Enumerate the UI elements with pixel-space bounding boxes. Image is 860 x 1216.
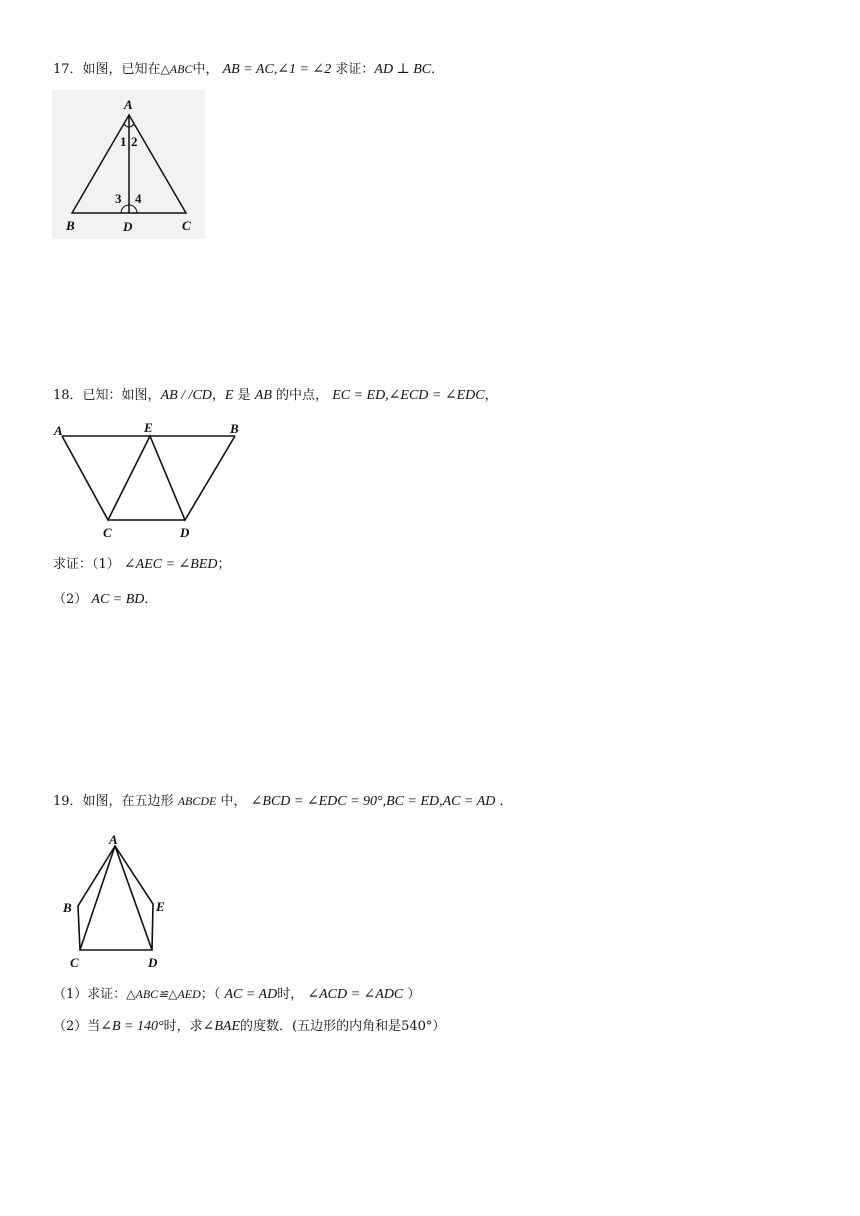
condition-expression: ∠BCD = ∠EDC = 90°,BC = ED,AC = AD xyxy=(250,794,496,809)
parallel-expression: AB / /CD xyxy=(160,388,212,403)
angle-label-3: 3 xyxy=(115,191,122,206)
angle-label-4: 4 xyxy=(135,191,142,206)
statement-text: 是 xyxy=(237,388,251,403)
problem-19-part-2 xyxy=(53,1018,445,1036)
angle-condition: ∠B = 140° xyxy=(100,1019,164,1034)
vertex-label-d: D xyxy=(148,955,158,970)
angle-label-1: 1 xyxy=(120,134,127,149)
separator: ， xyxy=(211,388,225,403)
segment-ad xyxy=(115,846,152,950)
vertex-label-a: A xyxy=(124,97,133,112)
figure-17-triangle xyxy=(52,90,205,239)
goal-end: ； xyxy=(217,557,231,572)
pentagon-name: ABCDE xyxy=(177,794,217,808)
separator: ， xyxy=(484,388,498,403)
problem-19-part-1 xyxy=(53,985,420,1004)
congruence-expression: △ABC≌△AED xyxy=(126,987,201,1001)
vertex-label-e: E xyxy=(144,420,153,435)
point-e: E xyxy=(224,388,234,403)
hint-condition: AC = AD xyxy=(224,987,278,1002)
figure-19-pentagon xyxy=(55,832,180,972)
problem-18-goal-1 xyxy=(53,556,231,574)
vertex-label-b: B xyxy=(63,900,72,915)
statement-text: 时，求 xyxy=(163,1019,203,1034)
segment-ab: AB xyxy=(254,388,272,403)
target-angle: ∠BAE xyxy=(202,1019,241,1034)
hint-conclusion: ∠ACD = ∠ADC xyxy=(307,987,404,1002)
goal-end: ． xyxy=(144,592,158,607)
hint-text: 时， xyxy=(277,987,304,1002)
vertex-label-c: C xyxy=(182,218,191,233)
statement-text: 如图，已知在 xyxy=(82,62,161,77)
part-label: （2）当 xyxy=(53,1019,101,1034)
hint-close: ） xyxy=(407,987,421,1002)
vertex-label-c: C xyxy=(70,955,79,970)
statement-text: 如图，在五边形 xyxy=(82,794,174,809)
statement-text: 的中点， xyxy=(276,388,329,403)
hint-open: ；（ xyxy=(200,987,221,1002)
vertex-label-d: D xyxy=(123,219,133,234)
segment-ac xyxy=(80,846,115,950)
statement-end: ． xyxy=(431,62,445,77)
statement-text: 已知：如图， xyxy=(82,388,161,403)
vertex-label-a: A xyxy=(54,423,63,438)
condition-expression: EC = ED,∠ECD = ∠EDC xyxy=(332,388,485,403)
vertex-label-e: E xyxy=(156,899,165,914)
problem-18-statement xyxy=(53,387,498,405)
statement-end: 的度数．(五边形的内角和是540°） xyxy=(240,1019,446,1034)
angle-label-2: 2 xyxy=(131,134,138,149)
prove-label: 求证：（1） xyxy=(53,557,120,572)
vertex-label-c: C xyxy=(103,525,112,540)
problem-number: 18． xyxy=(53,388,83,403)
vertex-label-b: B xyxy=(230,421,239,436)
vertex-label-b: B xyxy=(66,218,75,233)
part-label: （1）求证： xyxy=(53,987,127,1002)
goal-expression: ∠AEC = ∠BED xyxy=(123,557,218,572)
problem-19-statement xyxy=(53,792,513,811)
problem-18-goal-2 xyxy=(53,591,157,609)
pentagon-abcde xyxy=(78,846,153,950)
triangle-symbol: △ABC xyxy=(160,62,193,76)
statement-text: 中， xyxy=(192,62,219,77)
goal-expression: AC = BD xyxy=(91,592,145,607)
vertex-label-a: A xyxy=(109,832,118,847)
statement-text: 中， xyxy=(220,794,247,809)
vertex-label-d: D xyxy=(180,525,190,540)
problem-17-statement xyxy=(53,60,444,79)
goal-expression: AD ⊥ BC xyxy=(374,62,432,77)
figure-18-trapezoid xyxy=(50,415,250,545)
zigzag-segments xyxy=(62,436,235,520)
problem-number: 19． xyxy=(53,794,83,809)
condition-expression: AB = AC,∠1 = ∠2 xyxy=(222,62,332,77)
problem-number: 17． xyxy=(53,62,83,77)
statement-end: ． xyxy=(499,794,513,809)
part-label: （2） xyxy=(53,592,88,607)
prove-label: 求证： xyxy=(335,62,375,77)
